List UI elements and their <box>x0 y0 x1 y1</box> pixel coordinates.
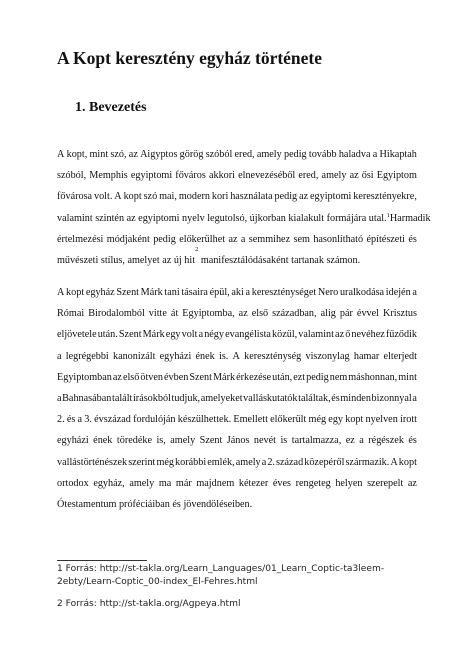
word: A <box>57 149 65 160</box>
word: mint <box>398 371 417 383</box>
word: semmihez <box>248 233 291 245</box>
word: még <box>308 414 327 426</box>
word: egy <box>328 414 344 426</box>
word: évvel <box>356 308 379 320</box>
paragraph-line <box>57 346 417 367</box>
word: módjaként <box>106 233 150 245</box>
word: görög <box>179 149 204 160</box>
word: tani <box>164 287 180 298</box>
word: első <box>122 371 140 383</box>
word: Márk <box>212 371 236 383</box>
word: ének <box>93 435 113 447</box>
word: akkori <box>208 170 235 182</box>
word: az <box>407 477 417 489</box>
word: első <box>251 308 269 320</box>
word: Márk <box>140 287 163 298</box>
word: egyházi <box>57 435 89 447</box>
word: szóból, <box>57 170 87 182</box>
word: A <box>232 350 240 362</box>
word: szóból <box>205 149 233 160</box>
word: az <box>228 233 238 245</box>
word: volt. <box>93 191 113 203</box>
paragraph-line <box>57 245 417 271</box>
word: kereszténység <box>244 350 302 362</box>
word: legrégebbi <box>65 350 109 362</box>
word: egyiptomi <box>130 170 173 182</box>
word: 2. <box>57 414 65 426</box>
word: Római <box>57 308 85 320</box>
word: a <box>412 392 417 404</box>
word: alig <box>320 308 336 320</box>
word: Márk <box>142 329 165 341</box>
word: közül, <box>272 329 298 341</box>
word: elnevezéséből <box>238 170 296 182</box>
word: fordulóján <box>133 414 176 426</box>
footnote-2: 2 Forrás: http://st-takla.org/Agpeya.html <box>57 599 241 609</box>
word: a <box>359 435 364 447</box>
word: értelmezési <box>57 233 104 245</box>
word: elterjedt <box>383 350 417 362</box>
word: eljövetele <box>57 329 97 341</box>
word: aki <box>231 287 244 298</box>
word: amely <box>129 477 155 489</box>
word: töredéke <box>116 435 152 447</box>
word: sem <box>293 233 310 245</box>
word: a <box>57 350 62 362</box>
word: amely <box>235 456 261 468</box>
word: után, <box>272 371 293 383</box>
paragraph-line <box>57 144 417 165</box>
word: tartalmazza, <box>291 435 342 447</box>
word: is. <box>218 350 229 362</box>
paragraph-intro <box>57 144 431 271</box>
word: egyházi <box>159 350 192 362</box>
word: korábbi <box>175 456 207 468</box>
word: ősi <box>361 170 374 182</box>
word: az <box>112 371 122 383</box>
word: szó, <box>110 149 127 160</box>
paragraph-line <box>57 430 417 451</box>
word: máshonnan, <box>348 371 398 383</box>
word: ének <box>195 350 215 362</box>
word: kanonizált <box>112 350 156 362</box>
word: Aigyptos <box>140 149 178 160</box>
word: tovább <box>308 149 337 160</box>
word: viszonylag <box>305 350 350 362</box>
word: haladva <box>338 149 371 160</box>
word: épül, <box>209 287 230 298</box>
word: minden <box>340 392 371 404</box>
word: 2. <box>267 456 275 468</box>
word: az <box>238 308 248 320</box>
word: és <box>408 233 417 245</box>
word: készülhettek. <box>177 414 232 426</box>
paragraph-text: művészeti stílus, amelyet az új hit <box>57 254 196 266</box>
word: János <box>226 435 250 447</box>
paragraph-line <box>57 452 417 473</box>
word: ered, <box>298 170 319 182</box>
word: kétezer <box>238 477 269 489</box>
word: egyiptomi <box>310 191 352 203</box>
word: szó <box>143 191 158 203</box>
word: 3. <box>84 414 92 426</box>
word: Birodalomból <box>88 308 145 320</box>
paragraph-line <box>57 229 417 250</box>
word: nevét <box>253 435 276 447</box>
word: régészek <box>368 435 404 447</box>
word: találtak, <box>298 392 331 404</box>
word: után. <box>97 329 118 341</box>
word: talált <box>111 392 133 404</box>
word: amelyeket <box>200 392 243 404</box>
word: Egyiptom <box>376 170 417 182</box>
word: szerint <box>128 456 156 468</box>
word: Krisztus <box>383 308 417 320</box>
word: Szent <box>189 371 212 383</box>
word: A <box>114 191 122 203</box>
word: a <box>372 149 378 160</box>
word: vitte <box>148 308 167 320</box>
word: volt <box>181 329 198 341</box>
word: kopt <box>123 191 142 203</box>
word: négy <box>204 329 224 341</box>
word: hamar <box>353 350 380 362</box>
word: amely <box>256 149 282 160</box>
word: is <box>280 435 288 447</box>
word: kopt, <box>66 149 88 160</box>
word: pedig <box>274 191 298 203</box>
paragraph-text: Harmadik <box>389 212 431 224</box>
word: A <box>390 456 398 468</box>
document-title: A Kopt keresztény egyház története <box>57 48 323 68</box>
word: hasonlítható <box>313 233 364 245</box>
word: kopt <box>345 414 364 426</box>
word: pedig <box>153 233 176 245</box>
word: bizonnyal <box>371 392 412 404</box>
paragraph-line <box>57 324 417 345</box>
word: szerepelt <box>367 477 404 489</box>
word: érkezése <box>236 371 272 383</box>
word: ez <box>345 435 355 447</box>
word: kopt <box>66 287 85 298</box>
footnote-ref-2: 2 <box>195 245 199 253</box>
word: fővárosa <box>57 191 93 203</box>
word: származik. <box>345 456 390 468</box>
word: főváros <box>175 170 206 182</box>
word: egyház <box>85 287 115 298</box>
paragraph-line <box>57 208 431 229</box>
word: uralkodása <box>339 287 385 298</box>
word: közepéről <box>304 456 345 468</box>
word: emlék, <box>207 456 235 468</box>
word: Egyiptomban <box>57 371 112 383</box>
word: évben <box>164 371 189 383</box>
footnote-ref-1: 1 <box>386 211 390 219</box>
word: modern <box>178 191 210 203</box>
paragraph-text: valamint szintén az egyiptomi nyelv legutolsó, újkorban kialakult formájára utal. <box>57 212 387 224</box>
paragraph-line <box>57 409 417 430</box>
word: Memphis <box>89 170 128 182</box>
word: ezt <box>293 371 306 383</box>
word: már <box>175 477 192 489</box>
word: a <box>261 456 267 468</box>
word: evangélista <box>225 329 271 341</box>
word: a <box>240 233 246 245</box>
paragraph-line <box>57 473 417 494</box>
word: írásokból <box>132 392 171 404</box>
word: pedig <box>306 371 329 383</box>
word: előkerülhet <box>179 233 226 245</box>
word: éves <box>272 477 292 489</box>
word: majdnem <box>196 477 235 489</box>
word: Szent <box>116 287 139 298</box>
paragraph-line <box>57 367 417 388</box>
paragraph-line: Ótestamentum próféciáiban és jövendöléseiben. <box>57 498 253 510</box>
word: és <box>331 392 340 404</box>
word: a <box>77 414 83 426</box>
word: az <box>349 170 359 182</box>
word: Szent <box>199 435 223 447</box>
paragraph-line <box>57 388 417 409</box>
word: még <box>156 456 174 468</box>
word: Nero <box>317 287 339 298</box>
word: mint <box>89 149 109 160</box>
word: ortodox <box>57 477 89 489</box>
word: kereszténységet <box>251 287 317 298</box>
paragraph-line <box>57 165 417 186</box>
word: az <box>128 149 138 160</box>
word: ötven <box>140 371 164 383</box>
word: az <box>299 191 309 203</box>
word: is, <box>156 435 166 447</box>
word: át <box>170 308 179 320</box>
word: valláskutatók <box>243 392 298 404</box>
word: nem <box>329 371 348 383</box>
word: A <box>57 287 65 298</box>
word: vallástörténészek <box>57 456 128 468</box>
word: tudjuk, <box>171 392 201 404</box>
word: kori <box>211 191 229 203</box>
word: század <box>276 456 304 468</box>
word: ő <box>345 329 351 341</box>
paragraph-line <box>57 186 417 207</box>
word: az <box>335 329 345 341</box>
footnote-1 <box>57 563 384 588</box>
word: építészeti <box>366 233 405 245</box>
word: tásaira <box>181 287 208 298</box>
word: valamint <box>298 329 334 341</box>
word: Hikaptah <box>379 149 417 160</box>
section-heading: 1. Bevezetés <box>75 100 147 115</box>
word: használata <box>230 191 273 203</box>
word: ma <box>158 477 172 489</box>
word: írott <box>400 414 417 426</box>
word: és <box>66 414 76 426</box>
word: egyház, <box>93 477 125 489</box>
paragraph-text: manifesztálódásaként tartanak számon. <box>200 254 361 266</box>
footnote-line: 1 Forrás: http://st-takla.org/Learn_Languages/01_Learn_Coptic-ta3leem- <box>57 564 385 574</box>
paragraph-history <box>57 282 417 515</box>
word: nevéhez <box>351 329 385 341</box>
footnote-line: 2ebty/Learn-Coptic_00-index_El-Fehres.html <box>57 576 258 587</box>
word: Bahnasában <box>62 392 112 404</box>
word: keresztényekre, <box>353 191 417 203</box>
word: idején <box>385 287 411 298</box>
word: a <box>412 287 417 298</box>
word: Egyiptomba, <box>182 308 235 320</box>
word: fűződik <box>385 329 417 341</box>
word: a <box>198 329 204 341</box>
word: a <box>245 287 251 298</box>
word: században, <box>272 308 317 320</box>
word: a <box>57 392 62 404</box>
word: pár <box>339 308 353 320</box>
word: Szent <box>118 329 142 341</box>
word: amely <box>170 435 196 447</box>
word: előkerült <box>270 414 307 426</box>
word: és <box>408 435 417 447</box>
paragraph-line <box>57 282 417 303</box>
word: kopt <box>398 456 417 468</box>
word: rengeteg <box>295 477 331 489</box>
word: nyelven <box>365 414 398 426</box>
paragraph-line <box>57 303 417 324</box>
word: pedig <box>283 149 307 160</box>
word: egy <box>165 329 181 341</box>
word: Emellett <box>233 414 268 426</box>
word: mai, <box>159 191 177 203</box>
word: helyen <box>335 477 363 489</box>
word: amely <box>321 170 347 182</box>
word: ered, <box>234 149 255 160</box>
word: évszázad <box>94 414 131 426</box>
footnote-divider <box>57 560 147 561</box>
